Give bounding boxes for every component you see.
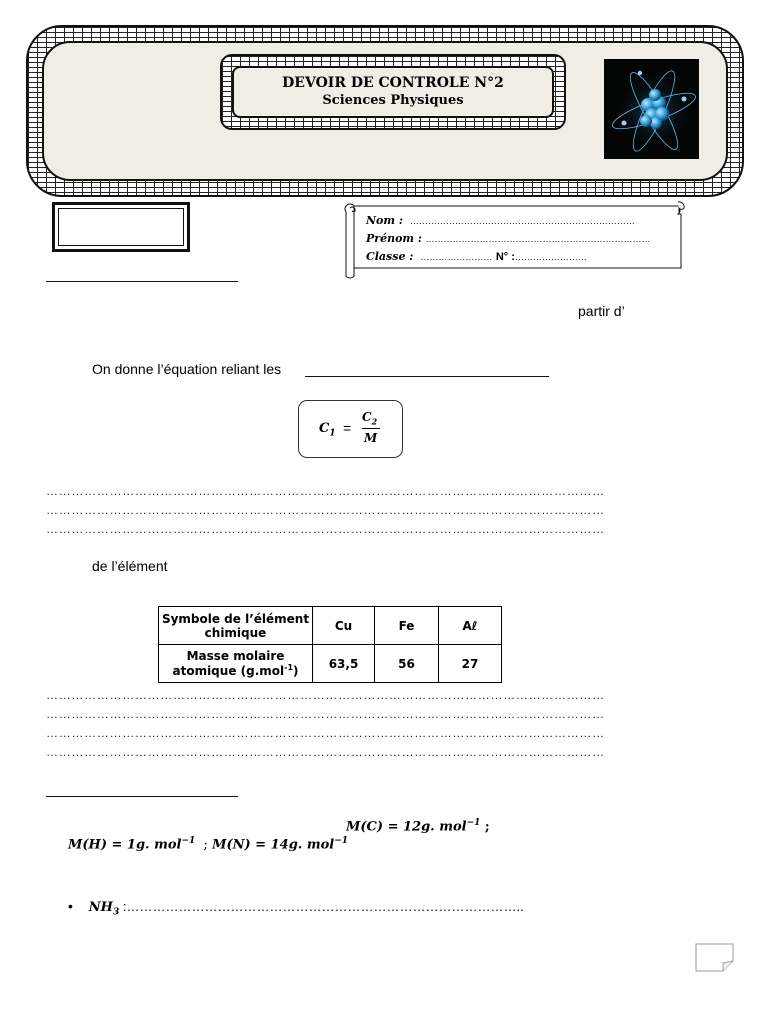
element-text: de l’élément — [92, 558, 168, 574]
fraction-bar — [362, 428, 380, 429]
mc-sep: ; — [480, 819, 490, 835]
page-title: DEVOIR DE CONTROLE N°2 — [282, 75, 504, 91]
ammonia-formula — [88, 900, 120, 918]
molar-mass-h-n — [68, 836, 348, 852]
prenom-label: Prénom : — [366, 232, 422, 245]
table-row-header: Symbole de l’élément chimique — [159, 607, 313, 645]
mh-text: M(H) = 1g. mol — [68, 837, 182, 853]
numero-field[interactable]: …………………… — [514, 252, 587, 262]
formula-lhs-symbol: C — [319, 421, 330, 436]
ammonia-answer-dots[interactable]: :……………………………………………………………………………….. — [119, 899, 524, 914]
formula-denominator: M — [364, 431, 378, 445]
prenom-field[interactable]: ………………………………………………………………… — [425, 234, 651, 244]
page-subtitle: Sciences Physiques — [322, 93, 464, 108]
nom-field[interactable]: ………………………………………………………………… — [409, 216, 635, 226]
mass-header-text: Masse molaire atomique (g.mol — [172, 649, 285, 678]
answer-line[interactable]: …………………………………………………………………………………………………………………… — [46, 503, 605, 517]
formula-num-sub: 2 — [371, 416, 378, 427]
mass-header-end: ) — [293, 664, 299, 678]
molar-mass-carbon — [346, 818, 490, 834]
numero-label: N° : — [495, 251, 515, 263]
mass-cell: 27 — [439, 645, 502, 683]
symbol-cell: Aℓ — [439, 607, 502, 645]
mn-text: M(N) = 14g. mol — [212, 837, 335, 853]
section-heading-line — [46, 796, 238, 797]
formula-num-symbol: C — [362, 410, 372, 424]
symbol-cell: Cu — [313, 607, 375, 645]
formula-lhs-sub: 1 — [329, 428, 336, 439]
formula-numerator — [362, 410, 377, 426]
equation-underline — [305, 376, 549, 377]
classe-row — [366, 248, 650, 266]
mc-exp: −1 — [466, 818, 481, 828]
answer-line[interactable]: …………………………………………………………………………………………………………………… — [46, 745, 605, 759]
table-row — [159, 607, 502, 645]
mc-text: M(C) = 12g. mol — [346, 819, 467, 835]
bullet-mark: • — [68, 898, 73, 914]
mass-cell: 63,5 — [313, 645, 375, 683]
formula-text: NH — [88, 900, 113, 915]
symbol-cell: Fe — [375, 607, 439, 645]
answer-line[interactable]: …………………………………………………………………………………………………………………… — [46, 522, 605, 536]
partir-text: partir d’ — [578, 303, 625, 319]
prenom-row — [366, 230, 650, 248]
title-box — [232, 66, 554, 118]
table-row-header — [159, 645, 313, 683]
mn-exp: −1 — [334, 836, 349, 846]
bullet-item — [68, 898, 524, 918]
molar-mass-table — [158, 606, 502, 683]
answer-line[interactable]: …………………………………………………………………………………………………………………… — [46, 688, 605, 702]
formula-lhs — [319, 421, 336, 439]
table-row — [159, 645, 502, 683]
classe-field[interactable]: …………………… — [420, 252, 493, 262]
nom-row — [366, 212, 650, 230]
mh-sep: ; — [195, 837, 213, 853]
formula-box — [298, 400, 403, 458]
mass-cell: 56 — [375, 645, 439, 683]
answer-line[interactable]: …………………………………………………………………………………………………………………… — [46, 726, 605, 740]
formula-equals: = — [343, 420, 352, 436]
atom-image — [604, 59, 699, 159]
classe-label: Classe : — [366, 250, 414, 263]
mh-exp: −1 — [181, 836, 196, 846]
identity-fields — [366, 212, 650, 266]
answer-line[interactable]: …………………………………………………………………………………………………………………… — [46, 707, 605, 721]
answer-line[interactable]: …………………………………………………………………………………………………………………… — [46, 484, 605, 498]
page-corner-icon — [695, 943, 735, 973]
grade-box — [52, 202, 190, 252]
nom-label: Nom : — [366, 214, 403, 227]
mass-header-sup: -1 — [284, 663, 294, 672]
section-heading-line — [46, 281, 238, 282]
equation-intro: On donne l’équation reliant les — [92, 361, 282, 377]
formula-sub: 3 — [112, 907, 120, 918]
